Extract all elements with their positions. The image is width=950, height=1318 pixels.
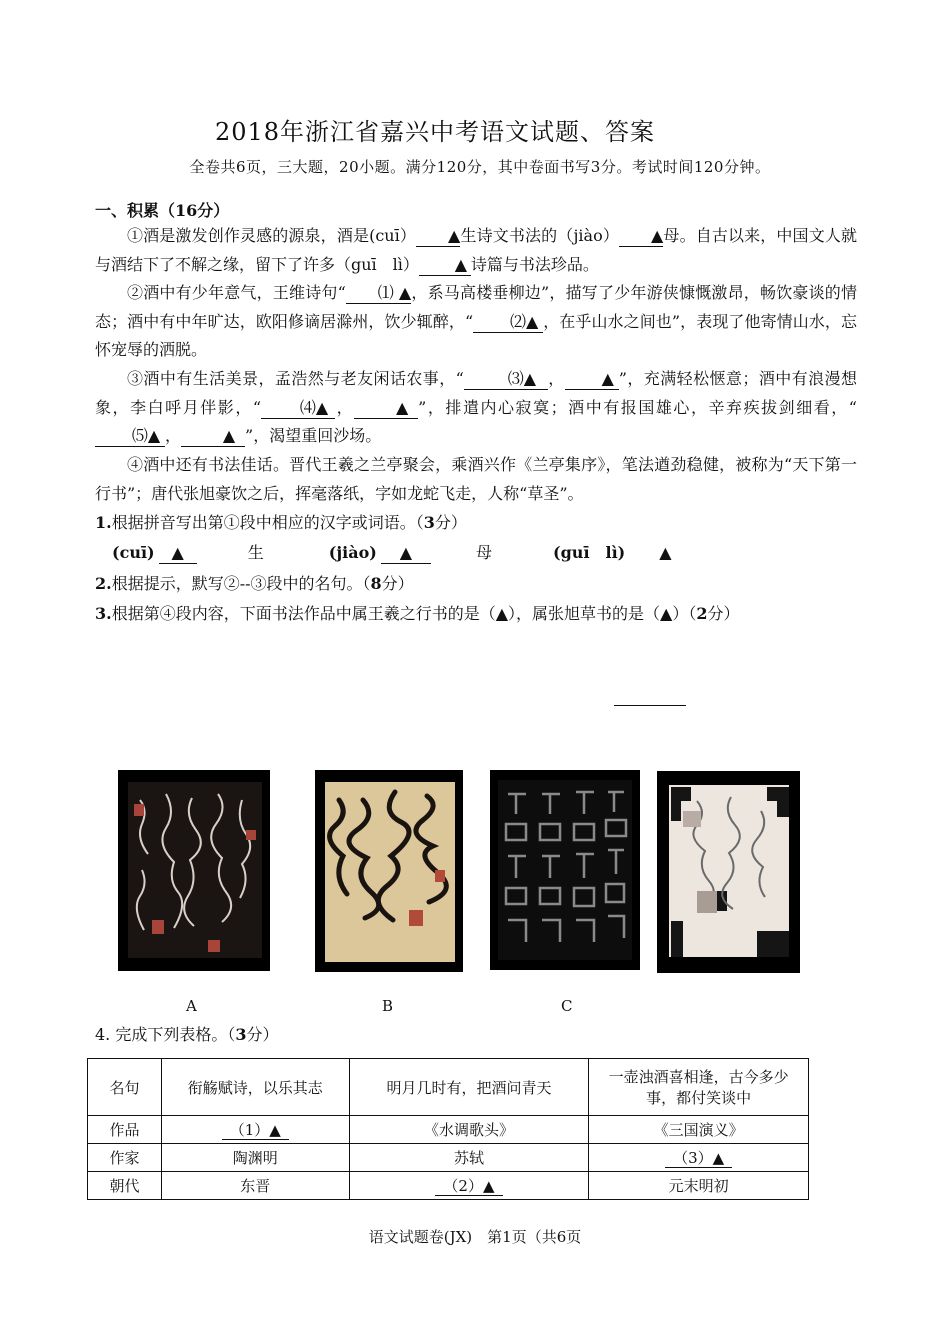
- calligraphy-image-a: [118, 770, 270, 971]
- table-cell: 元末明初: [589, 1172, 809, 1200]
- answer-blank-3[interactable]: ▲: [659, 543, 672, 562]
- blank-3[interactable]: ▲: [419, 255, 471, 276]
- table-cell: 陶渊明: [161, 1144, 349, 1172]
- question-2: 2.根据提示，默写②--③段中的名句。（8分）: [95, 574, 414, 593]
- blank-p3-1[interactable]: ⑶▲: [464, 369, 548, 390]
- blank-1[interactable]: ▲: [416, 226, 460, 247]
- table-cell: 《水调歌头》: [349, 1116, 589, 1144]
- table-cell: 朝代: [88, 1172, 162, 1200]
- calligraphy-image-b: [315, 770, 463, 972]
- table-cell: 衔觞赋诗，以乐其志: [161, 1059, 349, 1116]
- calligraphy-image-c: [490, 770, 640, 970]
- paragraph-4: ④酒中还有书法佳话。晋代王羲之兰亭聚会，乘酒兴作《兰亭集序》，笔法遒劲稳健，被称为“天下第一行书”；唐代张旭豪饮之后，挥毫落纸，字如龙蛇飞走，人称“草圣”。: [95, 455, 857, 503]
- exam-info: 全卷共6页，三大题，20小题。满分120分，其中卷面书写3分。考试时间120分钟。: [189, 158, 771, 176]
- table-cell: 《三国演义》: [589, 1116, 809, 1144]
- blank-p2-1[interactable]: ⑴ ▲: [346, 283, 411, 304]
- paragraph-3: ③酒中有生活美景，孟浩然与老友闲话农事，“ ⑶▲ ， ▲ ”，充满轻松惬意；酒中有浪漫想象，李白呼月伴影，“ ⑷▲ ， ▲ ”，排遣内心寂寞；酒中有报国雄心，辛弃疾拔剑细看，“⑸▲ ， ▲ ”，渴望重回沙场。: [95, 369, 857, 445]
- blank-p3-3[interactable]: ⑷▲: [261, 398, 335, 419]
- section-heading: 一、积累（16分）: [95, 201, 230, 220]
- answer-blank-1[interactable]: ▲: [159, 543, 197, 564]
- question-1-answers: (cuī) ▲ 生 (jiào) ▲ 母 (guī lì) ▲: [112, 543, 672, 562]
- image-label-c: C: [561, 997, 573, 1015]
- table-cell-blank[interactable]: （1）▲: [161, 1116, 349, 1144]
- table-row: [88, 1144, 809, 1172]
- question-3: 3.根据第④段内容，下面书法作品中属王羲之行书的是（▲），属张旭草书的是（▲）（2分）: [95, 604, 740, 623]
- table-cell: 名句: [88, 1059, 162, 1116]
- table-cell: 明月几时有，把酒问青天: [349, 1059, 589, 1116]
- table-cell-blank[interactable]: （2）▲: [349, 1172, 589, 1200]
- blank-p2-2[interactable]: ⑵▲: [473, 312, 543, 333]
- blank-p3-5[interactable]: ⑸▲: [95, 426, 165, 447]
- question-4: 4. 完成下列表格。（3分）: [95, 1025, 279, 1044]
- question-1: 1.根据拼音写出第①段中相应的汉字或词语。（3分）: [95, 513, 467, 532]
- image-label-b: B: [382, 997, 394, 1015]
- page-title: 2018年浙江省嘉兴中考语文试题、答案: [214, 118, 656, 146]
- table-row: [88, 1059, 809, 1116]
- answer-line: [614, 705, 686, 706]
- page-footer: 语文试题卷(JX) 第1页（共6页: [368, 1228, 582, 1246]
- table-row: [88, 1172, 809, 1200]
- table-cell-blank[interactable]: （3）▲: [589, 1144, 809, 1172]
- blank-p3-2[interactable]: ▲: [565, 369, 619, 390]
- blank-p3-4[interactable]: ▲: [354, 398, 418, 419]
- table-cell: 苏轼: [349, 1144, 589, 1172]
- image-label-a: A: [186, 997, 197, 1015]
- paragraph-1: ①酒是激发创作灵感的源泉，酒是(cuī） ▲生诗文书法的（jiào） ▲母。自古以来，中国文人就与酒结下了不解之缘，留下了许多（guī lì） ▲ 诗篇与书法珍品。: [95, 226, 857, 274]
- calligraphy-image-d: [657, 771, 800, 973]
- table-cell: 作品: [88, 1116, 162, 1144]
- table-cell: 东晋: [161, 1172, 349, 1200]
- table-row: [88, 1116, 809, 1144]
- table-cell: 一壶浊酒喜相逢，古今多少事，都付笑谈中: [589, 1059, 809, 1116]
- paragraph-2: ②酒中有少年意气，王维诗句“ ⑴ ▲，系马高楼垂柳边”，描写了少年游侠慷慨激昂，畅饮豪谈的情态；酒中有中年旷达，欧阳修谪居滁州，饮少辄醉，“ ⑵▲ ，在乎山水之间也”，表现了他寄情山水，忘怀宠辱的洒脱。: [95, 283, 857, 359]
- blank-2[interactable]: ▲: [619, 226, 663, 247]
- answer-table: [87, 1058, 809, 1200]
- table-cell: 作家: [88, 1144, 162, 1172]
- blank-p3-6[interactable]: ▲: [181, 426, 245, 447]
- answer-blank-2[interactable]: ▲: [381, 543, 431, 564]
